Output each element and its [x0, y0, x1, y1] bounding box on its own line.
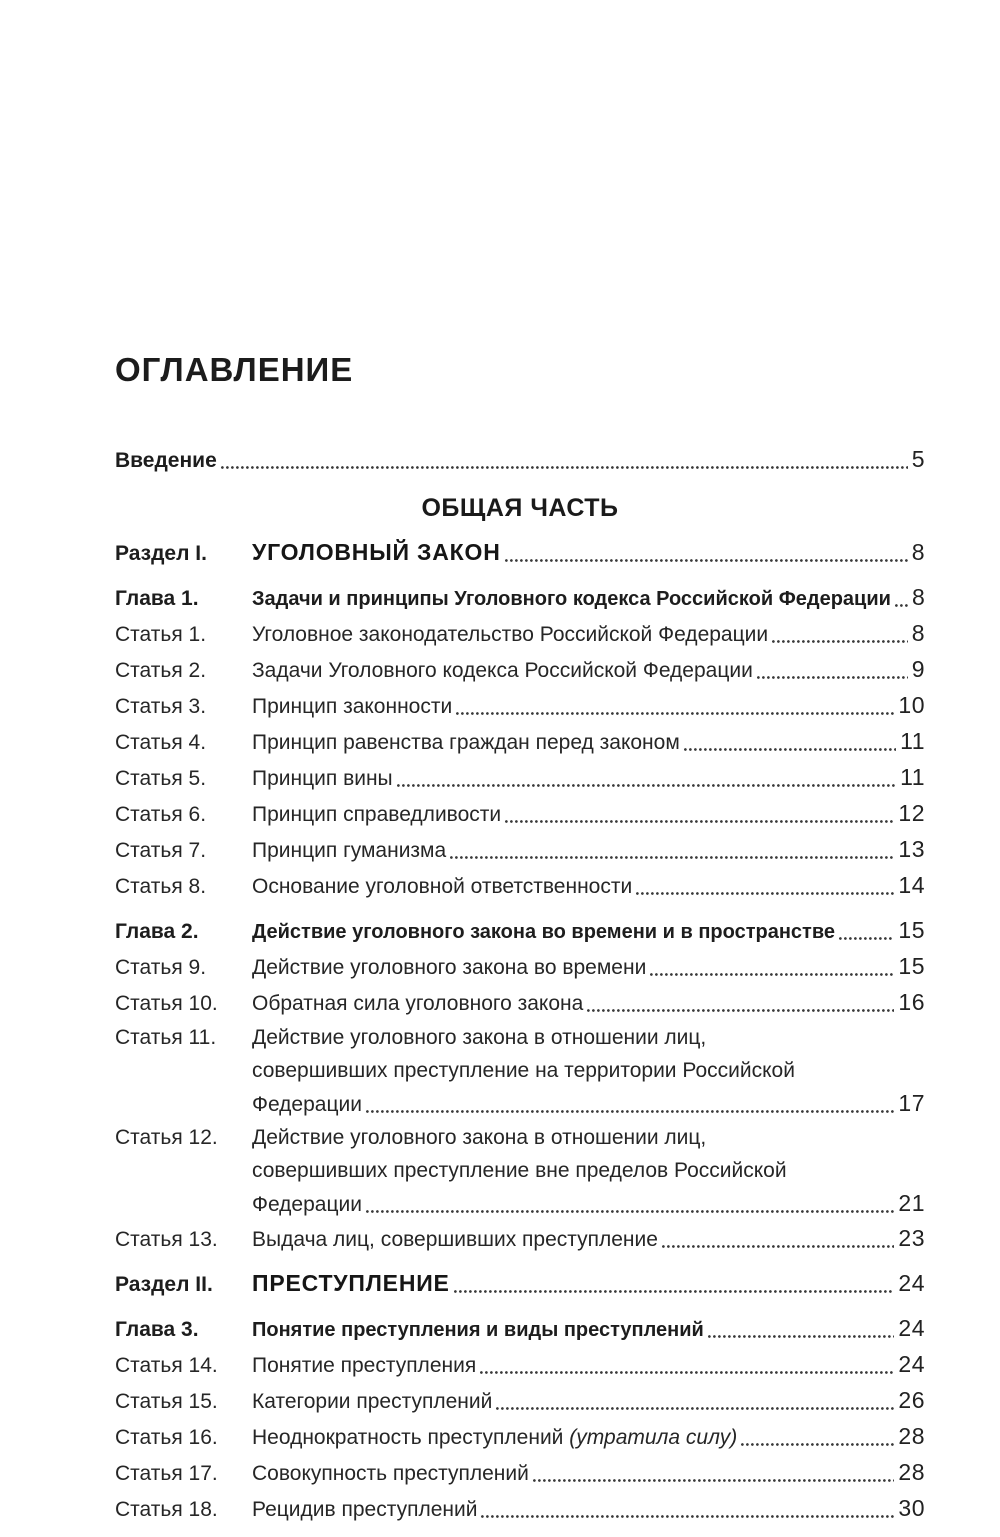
- toc-row-section: [115, 535, 925, 571]
- page-number: 24: [898, 1351, 925, 1377]
- dot-leader: [505, 796, 895, 832]
- page-number: 26: [898, 1387, 925, 1413]
- dot-leader: [450, 832, 895, 868]
- page-number: 8: [911, 620, 925, 646]
- row-title: Принцип вины: [252, 767, 393, 790]
- row-title: Понятие преступления и виды преступлений: [252, 1319, 704, 1341]
- page-number: 8: [911, 539, 925, 565]
- page-number: 15: [898, 953, 925, 979]
- row-title: Выдача лиц, совершивших преступление: [252, 1228, 658, 1251]
- row-label: Статья 3.: [115, 695, 207, 718]
- toc-row-chapter: [115, 580, 925, 616]
- page-number: 21: [898, 1190, 925, 1216]
- dot-leader: [741, 1419, 895, 1455]
- row-label: Глава 2.: [115, 920, 199, 943]
- row-label: Статья 8.: [115, 875, 207, 898]
- dot-leader: [708, 1311, 896, 1347]
- row-title-italic: (утратила силу): [569, 1426, 738, 1449]
- toc-row-article: [115, 796, 925, 832]
- toc-row-chapter: [115, 913, 925, 949]
- part-heading: ОБЩАЯ ЧАСТЬ: [421, 494, 619, 522]
- page-number: 12: [898, 800, 925, 826]
- toc-row-article: [115, 760, 925, 796]
- row-label: Статья 18.: [115, 1498, 218, 1521]
- page-number: 28: [898, 1423, 925, 1449]
- row-title: Рецидив преступлений: [252, 1498, 478, 1521]
- row-label: Глава 1.: [115, 587, 199, 610]
- page-number: 10: [898, 692, 925, 718]
- toc-row-article: [115, 724, 925, 760]
- dot-leader: [662, 1221, 895, 1257]
- row-title-lastline: [252, 1087, 925, 1121]
- toc-row-article: [115, 985, 925, 1021]
- dot-leader: [839, 913, 895, 949]
- row-label: Статья 10.: [115, 992, 218, 1015]
- dot-leader: [480, 1347, 895, 1383]
- dot-leader: [454, 1266, 896, 1302]
- dot-leader: [481, 1491, 895, 1527]
- row-title-line: Действие уголовного закона в отношении лиц,: [252, 1126, 707, 1149]
- row-title-block: [252, 1021, 925, 1121]
- toc-row-article: [115, 1491, 925, 1527]
- dot-leader: [366, 1187, 895, 1221]
- row-label: Статья 13.: [115, 1228, 218, 1251]
- row-label: Статья 11.: [115, 1026, 217, 1049]
- row-label: Раздел II.: [115, 1273, 213, 1296]
- row-label: Статья 5.: [115, 767, 207, 790]
- toc-row-article: [115, 949, 925, 985]
- toc-row-article: [115, 868, 925, 904]
- row-title-block: [252, 1121, 925, 1221]
- row-label: Статья 12.: [115, 1126, 218, 1149]
- page-number: 11: [900, 728, 925, 754]
- row-label: Статья 15.: [115, 1390, 218, 1413]
- dot-leader: [456, 688, 895, 724]
- dot-leader: [587, 985, 895, 1021]
- row-label: Статья 4.: [115, 731, 207, 754]
- row-title: Основание уголовной ответственности: [252, 875, 633, 898]
- dot-leader: [684, 724, 897, 760]
- toc-row-article: [115, 1347, 925, 1383]
- page-number: 5: [911, 446, 925, 472]
- row-label: Статья 17.: [115, 1462, 218, 1485]
- toc-row-article: [115, 832, 925, 868]
- toc-list: [115, 442, 925, 1527]
- row-title: УГОЛОВНЫЙ ЗАКОН: [252, 539, 501, 565]
- row-label: Статья 9.: [115, 956, 207, 979]
- row-title: Действие уголовного закона во времени: [252, 956, 647, 979]
- row-title-lastline: [252, 1187, 925, 1221]
- page-title: ОГЛАВЛЕНИЕ: [115, 351, 354, 388]
- toc-row-article: [115, 1221, 925, 1257]
- row-title: Принцип законности: [252, 695, 453, 718]
- toc-row-article: [115, 1021, 925, 1121]
- row-title: Федерации: [252, 1193, 362, 1216]
- page-number: 16: [898, 989, 925, 1015]
- toc-row-intro: [115, 442, 925, 478]
- row-title-line: Действие уголовного закона в отношении лиц,: [252, 1026, 707, 1049]
- row-title: Уголовное законодательство Российской Федерации: [252, 623, 769, 646]
- dot-leader: [221, 442, 909, 478]
- page-number: 30: [898, 1495, 925, 1521]
- row-title: Принцип гуманизма: [252, 839, 447, 862]
- row-label: Глава 3.: [115, 1318, 199, 1341]
- row-title: Федерации: [252, 1093, 362, 1116]
- toc-row-article: [115, 1455, 925, 1491]
- toc-row-section: [115, 1266, 925, 1302]
- page-number: 28: [898, 1459, 925, 1485]
- toc-row-article: [115, 1419, 925, 1455]
- row-label: Статья 2.: [115, 659, 207, 682]
- dot-leader: [533, 1455, 896, 1491]
- dot-leader: [397, 760, 897, 796]
- row-title: Понятие преступления: [252, 1354, 477, 1377]
- page-number: 11: [900, 764, 925, 790]
- page-number: 24: [898, 1270, 925, 1296]
- dot-leader: [772, 616, 909, 652]
- row-label: Раздел I.: [115, 542, 207, 565]
- page-number: 15: [898, 917, 925, 943]
- row-title: Обратная сила уголовного закона: [252, 992, 584, 1015]
- page-number: 17: [898, 1090, 925, 1116]
- dot-leader: [636, 868, 895, 904]
- dot-leader: [366, 1087, 895, 1121]
- row-label: Статья 7.: [115, 839, 207, 862]
- row-title: Задачи и принципы Уголовного кодекса Российской Федерации: [252, 588, 891, 610]
- page-number: 9: [911, 656, 925, 682]
- toc-row-chapter: [115, 1311, 925, 1347]
- row-label: Статья 14.: [115, 1354, 218, 1377]
- toc-row-article: [115, 616, 925, 652]
- page-number: 14: [898, 872, 925, 898]
- toc-row-article: [115, 652, 925, 688]
- page-number: 24: [898, 1315, 925, 1341]
- row-title: Задачи Уголовного кодекса Российской Федерации: [252, 659, 753, 682]
- row-label: Введение: [115, 449, 217, 472]
- row-label: Статья 1.: [115, 623, 207, 646]
- dot-leader: [505, 535, 909, 571]
- toc-row-article: [115, 1121, 925, 1221]
- dot-leader: [895, 580, 909, 616]
- row-title: Категории преступлений: [252, 1390, 493, 1413]
- row-label: Статья 6.: [115, 803, 207, 826]
- row-title: Совокупность преступлений: [252, 1462, 529, 1485]
- dot-leader: [757, 652, 909, 688]
- row-title-line: совершивших преступление вне пределов Российской: [252, 1159, 787, 1182]
- dot-leader: [496, 1383, 895, 1419]
- toc-row-article: [115, 688, 925, 724]
- page-number: 23: [898, 1225, 925, 1251]
- row-title: Неоднократность преступлений (утратила силу): [252, 1426, 738, 1449]
- page-number: 8: [911, 584, 926, 610]
- row-title: Действие уголовного закона во времени и в пространстве: [252, 921, 836, 943]
- row-title: Принцип равенства граждан перед законом: [252, 731, 680, 754]
- toc-row-article: [115, 1383, 925, 1419]
- dot-leader: [650, 949, 895, 985]
- row-label: Статья 16.: [115, 1426, 218, 1449]
- row-title-line: совершивших преступление на территории Российской: [252, 1059, 795, 1082]
- page-number: 13: [898, 836, 925, 862]
- row-title: ПРЕСТУПЛЕНИЕ: [252, 1270, 450, 1296]
- row-title: Принцип справедливости: [252, 803, 502, 826]
